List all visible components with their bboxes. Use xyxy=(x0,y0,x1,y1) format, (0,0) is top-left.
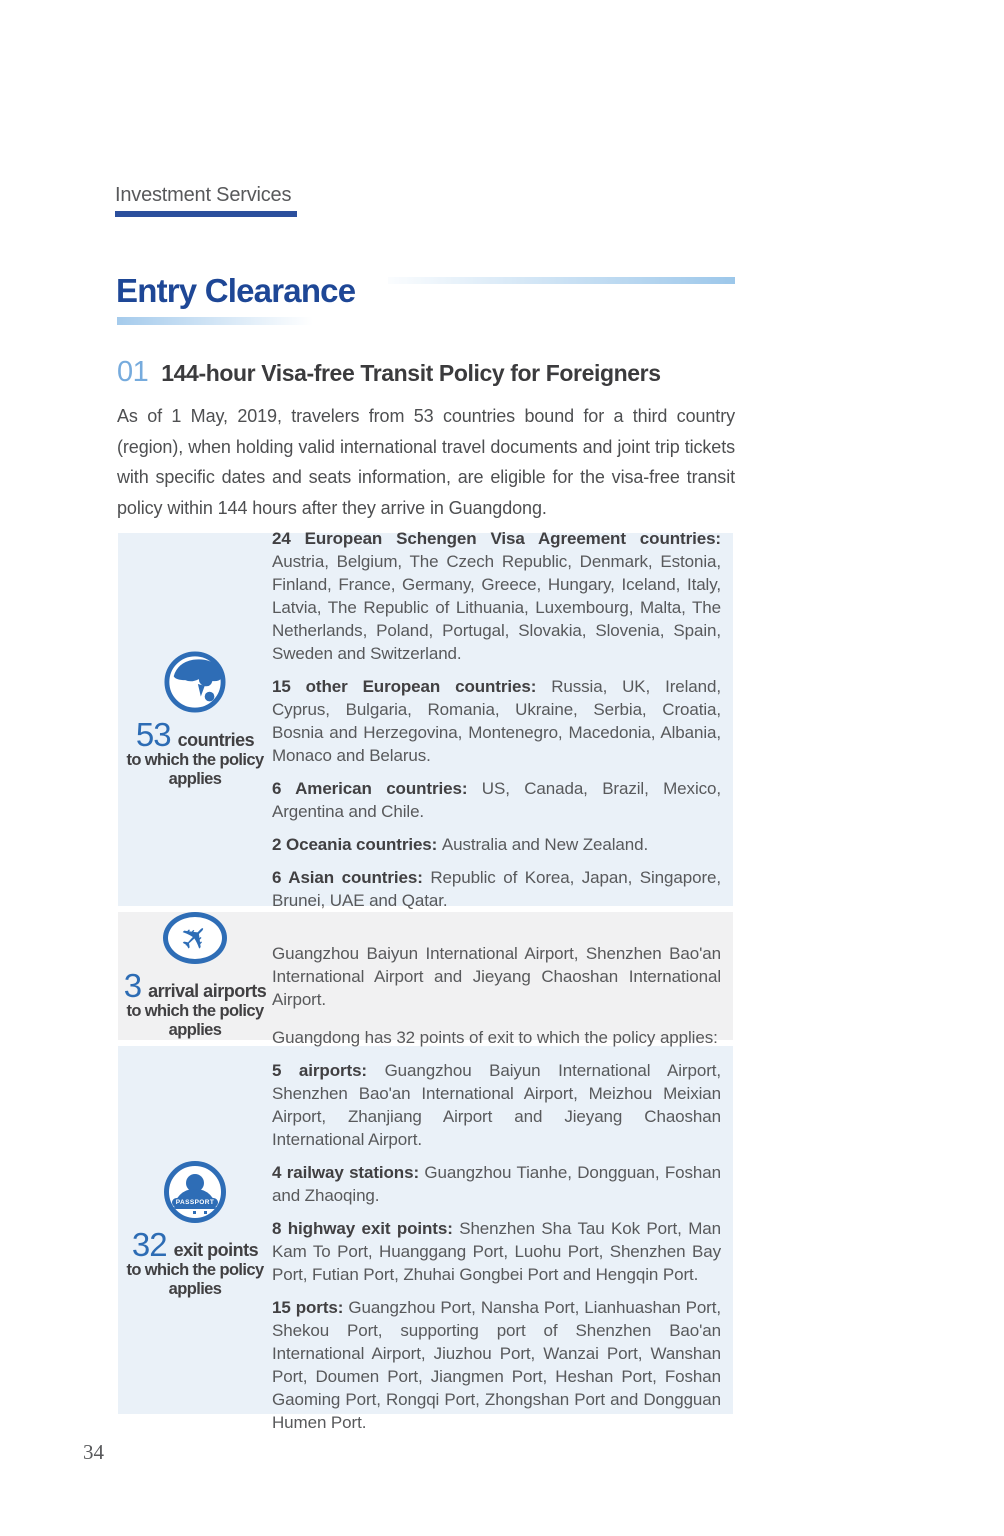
airports-text-column xyxy=(272,912,733,1040)
title-accent-bar-under xyxy=(117,317,313,325)
stat-line xyxy=(131,1226,259,1263)
info-paragraph: Guangdong has 32 points of exit to which the policy applies: xyxy=(272,1028,718,1047)
info-paragraph: 15 ports: Guangzhou Port, Nansha Port, Lianhuashan Port, Shekou Port, supporting port of Shenzhen Bao'an International Airport, Jiuzhou Port, Wanzai Port, Wanshan Port, Doumen Port, Jiangmen Port, Heshan Port, Foshan Gaoming Port, Rongqi Port, Zhongshan Port and Dongguan Humen Port. xyxy=(272,1298,721,1432)
page-number: 34 xyxy=(83,1440,104,1464)
paragraph-lead: 6 Asian countries: xyxy=(272,868,431,887)
countries-stat-column xyxy=(118,533,272,906)
stat-line xyxy=(123,967,267,1004)
stat-sublabel: to which the policy applies xyxy=(126,1261,264,1298)
paragraph-lead: 2 Oceania countries: xyxy=(272,835,442,854)
title-accent-bar-right xyxy=(388,277,735,284)
stat-label: countries xyxy=(177,729,255,750)
section-heading xyxy=(117,356,661,389)
countries-info-box xyxy=(118,529,733,910)
stat-line xyxy=(135,715,255,753)
stat-sublabel: to which the policy applies xyxy=(126,1002,264,1039)
globe-icon xyxy=(164,651,226,713)
paragraph-lead: 15 ports: xyxy=(272,1298,349,1317)
header-underline-bar xyxy=(115,211,297,217)
intro-paragraph: As of 1 May, 2019, travelers from 53 countries bound for a third country (region), when holding valid international travel documents and joint trip tickets with specific dates and seats information, are eligible for the visa-free transit policy within 144 hours after they arrive in Guangdong. xyxy=(117,406,735,518)
info-paragraph: 6 American countries: US, Canada, Brazil, Mexico, Argentina and Chile. xyxy=(272,779,721,821)
paragraph-lead: 6 American countries: xyxy=(272,779,482,798)
airports-info-box xyxy=(118,912,733,1040)
stat-label: arrival airports xyxy=(148,981,267,1001)
passport-icon xyxy=(164,1161,226,1223)
stat-sublabel: to which the policy applies xyxy=(126,750,264,788)
info-paragraph: 2 Oceania countries: Australia and New Zealand. xyxy=(272,835,649,854)
info-paragraph: 15 other European countries: Russia, UK, Ireland, Cyprus, Bulgaria, Romania, Ukraine, Serbia, Croatia, Bosnia and Herzegovina, Montenegro, Macedonia, Albania, Monaco and Belarus. xyxy=(272,677,721,765)
airplane-glyph: ✈ xyxy=(170,913,220,963)
airports-stat-column xyxy=(118,912,272,1040)
exit-points-info-box xyxy=(118,1028,733,1432)
info-paragraph: 8 highway exit points: Shenzhen Sha Tau Kok Port, Man Kam To Port, Huanggang Port, Luohu Port, Shenzhen Bay Port, Futian Port, Zhuhai Gongbei Port and Hengqin Port. xyxy=(272,1219,721,1284)
info-paragraph: 24 European Schengen Visa Agreement countries: Austria, Belgium, The Czech Republic, Denmark, Estonia, Finland, France, Germany, Greece, Hungary, Iceland, Italy, Latvia, The Republic of Lithuania, Luxembourg, Malta, The Netherlands, Poland, Portugal, Slovakia, Slovenia, Spain, Sweden and Switzerland. xyxy=(272,529,721,663)
passport-mark xyxy=(193,1211,196,1214)
info-paragraph: 6 Asian countries: Republic of Korea, Japan, Singapore, Brunei, UAE and Qatar. xyxy=(272,868,721,910)
info-paragraph: 5 airports: Guangzhou Baiyun International Airport, Shenzhen Bao'an International Airport, Meizhou Meixian Airport, Zhanjiang Airport and Jieyang Chaoshan International Airport. xyxy=(272,1061,721,1149)
exit-points-stat-column xyxy=(118,1046,272,1414)
paragraph-lead: 15 other European countries: xyxy=(272,677,552,696)
countries-text-column xyxy=(272,529,733,910)
running-header: Investment Services xyxy=(115,184,292,206)
stat-number: 3 xyxy=(123,967,142,1004)
paragraph-lead: 4 railway stations: xyxy=(272,1163,425,1182)
paragraph-lead: 24 European Schengen Visa Agreement countries: xyxy=(272,529,721,548)
passport-mark xyxy=(204,1211,207,1214)
paragraph-lead: 8 highway exit points: xyxy=(272,1219,460,1238)
stat-number: 32 xyxy=(131,1226,167,1263)
info-paragraph: Guangzhou Baiyun International Airport, Shenzhen Bao'an International Airport and Jieyang Chaoshan International Airport. xyxy=(272,943,721,1009)
info-paragraph: 4 railway stations: Guangzhou Tianhe, Dongguan, Foshan and Zhaoqing. xyxy=(272,1163,721,1205)
airplane-icon xyxy=(163,912,227,964)
page-title: Entry Clearance xyxy=(116,272,356,309)
paragraph-lead: 5 airports: xyxy=(272,1061,385,1080)
passport-label: PASSPORT xyxy=(172,1198,218,1207)
stat-number: 53 xyxy=(135,715,171,753)
section-title: 144-hour Visa-free Transit Policy for Foreigners xyxy=(161,360,661,386)
section-number: 01 xyxy=(117,356,149,388)
stat-label: exit points xyxy=(173,1240,259,1260)
exit-points-text-column xyxy=(272,1028,733,1432)
